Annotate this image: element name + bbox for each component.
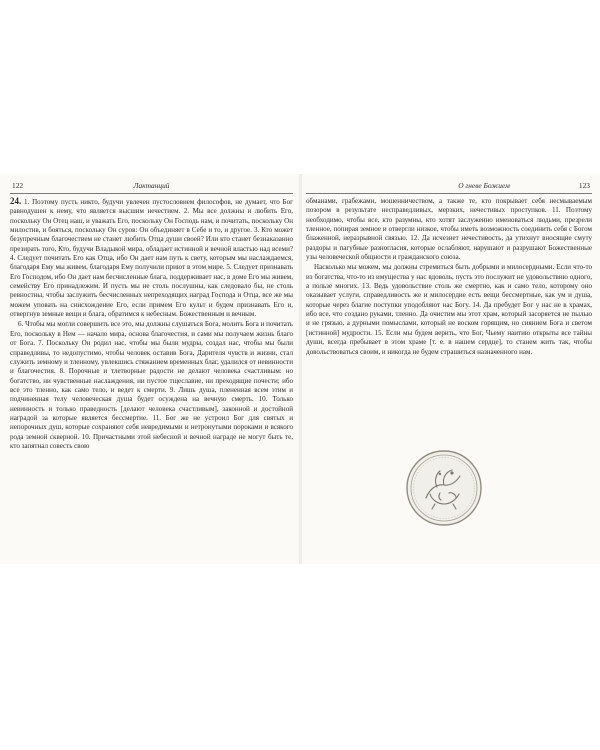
right-header-rule <box>306 193 592 194</box>
paragraph-text: Насколько мы можем, мы должны стремиться быть добрыми и милосердными. Если что-то из богатства, что-то из имущества у нас вдоволь, пусть это послужит не удовольствию одного, а пользе многих. 13. Ведь удовольствие столь же смертно, как и само тело, которому оно оказывает услуги, справедливость же и милосердие есть вещи бессмертные, как ум и душа, которые через благие поступки уподобляют нас Богу. 14. Да пребудет Бог у нас не в храмах, ибо все, что создано руками, тленно. Да очистим мы этот храм, который засоряется не пылью и не грязью, а дурными помыслами, который не воском горящим, но сиянием Бога и светом [истинной] мудрости. 15. Если мы будем верить, что Бог, Чьему наитию открыты все тайны души, всегда пребывает в этом храме [т. е. в нашем сердце], то станем жить так, чтобы довольствоваться своим, и никогда не будем страшиться назначенного нам. <box>306 263 592 356</box>
left-page-number: 122 <box>12 181 24 190</box>
left-header-rule <box>10 193 293 194</box>
paragraph-text: 6. Чтобы мы могли совершить все это, мы должны слушаться Бога, молить Бога и почитать Его, поскольку в Нем — начало мира, основа благочестия, и сами мы получаем жизнь благо от Бога. 7. Поскольку Он родил нас, чтобы мы были мудры, создал нас, чтобы мы были справедливы, то недопустимо, чтобы человек оставив Бога, Дарителя чувств и жизни, стал служить земному и тленному, увлекшись стяжанием временных благ, удалился от невинности и благочестия. 8. Порочные и тлетворные радости не делают человека счастливым: но богатство, ни чувственные наслаждения, ни пустое тщеславие, ни преходящие почести; ибо все это тленно, как само тело, и ведет к смерти. 9. Лишь душа, плененная всем этим и подчиненная телу человеческая душа будет осуждена на вечную смерть. 10. Только невинность и только праведность [делают человека счастливым], законной и достойной наградой за которые является бессмертие. 11. Бог же не устроил Бог для святых и непорочных душ, которые сохраняют себя невредимыми и нетронутыми пороками и всякого рода земной скверной. 10. Причастными этой небесной и вечной награде не могут быть те, кто запятнал совесть свою <box>10 320 293 450</box>
right-page-text <box>306 197 592 357</box>
left-running-title: Лактанций <box>133 181 170 190</box>
right-page-number: 123 <box>578 181 590 190</box>
left-page <box>10 180 293 451</box>
paragraph <box>306 263 592 356</box>
right-running-title: О гневе Божием <box>458 181 510 190</box>
right-running-head <box>306 180 592 192</box>
paragraph-text: 1. Поэтому пусть никто, будучи увлечен пустословием философов, не думает, что Бог равнодушен к нему, что является высшим нечестием. 2. Мы все должны и любить Его, поскольку Он Отец наш, и уважать Его, поскольку Он Господь нам, и почитать, поскольку Он милостив, и бояться, поскольку Он суров: Он объединяет в Себе и то, и другое. 3. Кто может безупречным благочестием не станет любить Отца души своей? Или кто станет безнаказанно презирать того, Кто, будучи Владыкой мира, обладает истинной и вечной властью над всеми? 4. Следует почитать Его как Отца, ибо Он дает нам путь к свету, которым мы наслаждаемся, благодаря Ему мы живем, благодаря Ему получили приют в этом мире. 5. Следует признавать Его Господом, ибо Он дает нам бесчисленные блага, поддерживает нас, в доме Его мы живем, семейству Его принадлежим. И пусть мы не столь послушны, как следовало бы, не столь ревностны, чтобы заслужить бесчисленных непреходящих наград Господа и Отца, все же мы можем уповать на снисхождение Его, если примем Его культ и будем признавать Его и, отвергнув земные вещи и блага, обратимся к небесным. Божественным и вечным. <box>10 198 293 319</box>
paragraph-text: обманами, грабежами, мошенничеством, а также те, кто покрывает себя несмываемым позором в результате несправедливых, мерзких, нечестивых проступков. 11. Поэтому необходимо, чтобы все, кто разумны, кто хотят заслуженно именоваться людьми, презрели тленное, попирая земное и отвергли низкое, чтобы иметь возможность соединить себя с Богом блаженной, неразрывной связью. 12. Да исчезнет нечестивость, да утихнут вносящие смуту раздоры и пагубные разногласия, которые ослабляют, нарушают и разрушают Божественные узы человеческой общности и гражданского союза. <box>306 197 592 262</box>
right-page <box>306 180 592 357</box>
ornamental-medallion-icon <box>404 448 484 528</box>
left-page-text <box>10 197 293 451</box>
left-running-head <box>10 180 293 192</box>
section-number: 24. <box>10 196 22 206</box>
paragraph <box>306 197 592 262</box>
paragraph <box>10 197 293 319</box>
paragraph <box>10 320 293 451</box>
book-gutter <box>299 174 302 564</box>
